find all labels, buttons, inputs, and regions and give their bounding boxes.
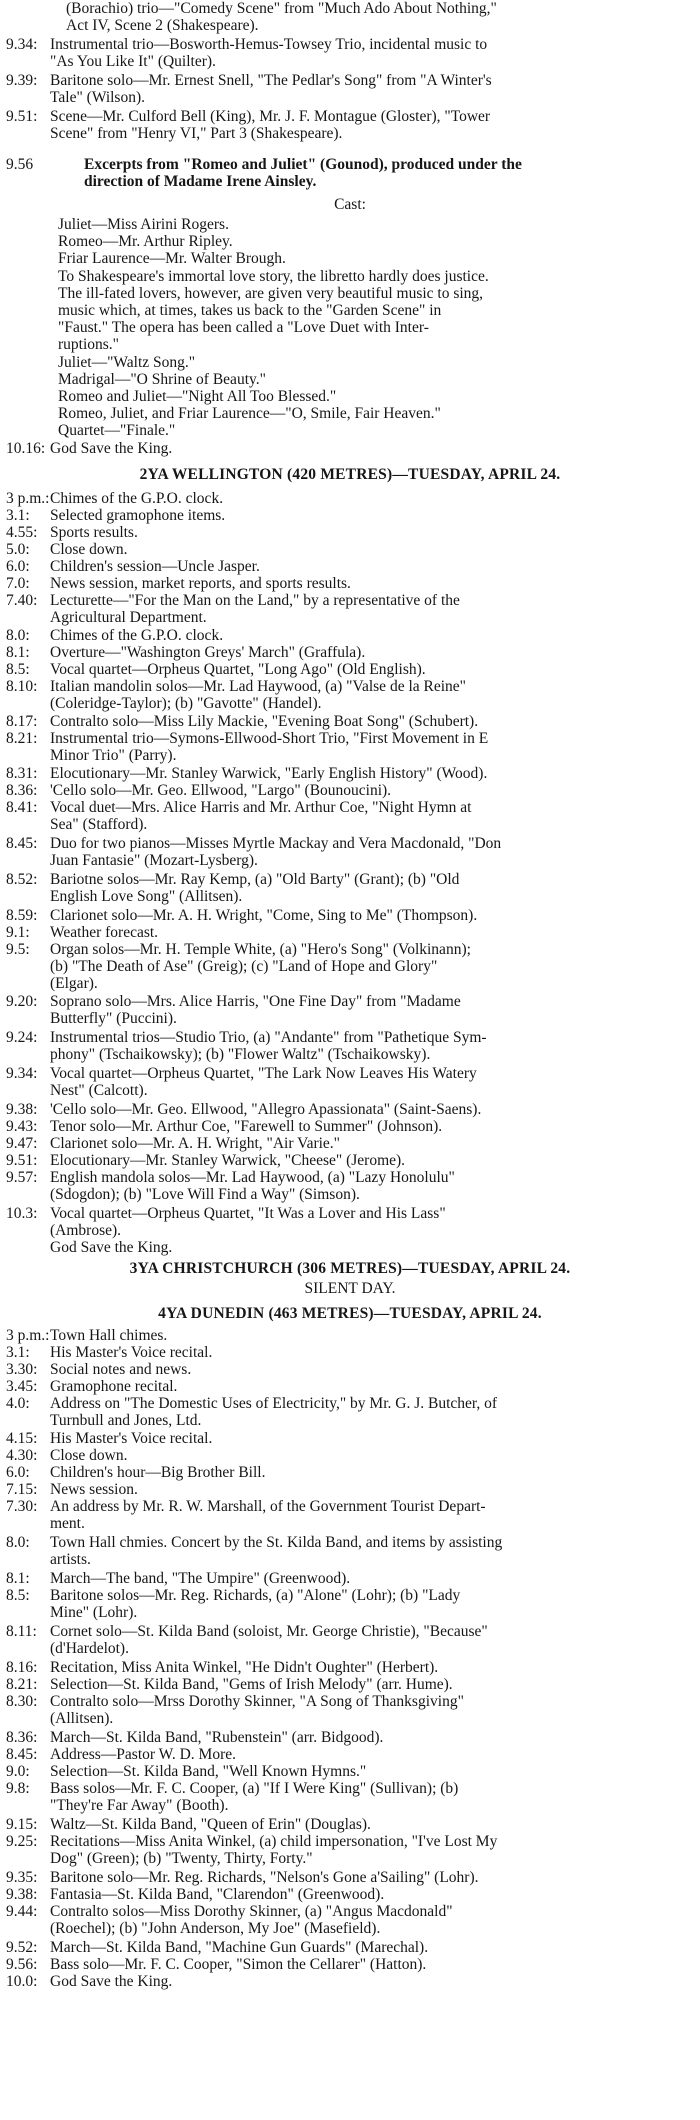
programme-entry — [6, 871, 692, 905]
programme-entry — [6, 490, 692, 507]
programme-entry — [6, 799, 692, 833]
programme-entry — [6, 1498, 692, 1532]
station-heading-wellington: 2YA WELLINGTON (420 METRES)—TUESDAY, APRIL 24. — [139, 466, 561, 483]
entry-text: Selection—St. Kilda Band, "Well Known Hymns." — [50, 1763, 367, 1780]
entry-time: 10.16: — [6, 440, 46, 457]
entry-text: Weather forecast. — [50, 924, 159, 941]
entry-text: Contralto solo—Miss Lily Mackie, "Evening Boat Song" (Schubert). — [50, 713, 479, 730]
entry-text: Address—Pastor W. D. More. — [50, 1746, 236, 1763]
programme-entry — [6, 782, 692, 799]
entry-time: 7.30: — [6, 1498, 38, 1515]
programme-entry — [6, 1029, 692, 1063]
entry-text: Fantasia—St. Kilda Band, "Clarendon" (Greenwood). — [50, 1886, 385, 1903]
entry-text: Italian mandolin solos—Mr. Lad Haywood, (a) "Valse de la Reine" (Coleridge-Taylor); (b) "Gavotte" (Handel). — [50, 678, 466, 712]
programme-entry — [6, 1886, 692, 1903]
entry-text: Bass solos—Mr. F. C. Cooper, (a) "If I Were King" (Sullivan); (b) "They're Far Away" (Booth). — [50, 1780, 459, 1814]
entry-time: 9.35: — [6, 1869, 38, 1886]
entry-text: Bariotne solos—Mr. Ray Kemp, (a) "Old Barty" (Grant); (b) "Old English Love Song" (Allitsen). — [50, 871, 460, 905]
entry-time: 9.34: — [6, 1065, 38, 1082]
opera-numbers — [58, 354, 692, 439]
entry-text: 'Cello solo—Mr. Geo. Ellwood, "Largo" (Bounoucini). — [50, 782, 392, 799]
programme-entry — [6, 1676, 692, 1693]
entry-text: Vocal quartet—Orpheus Quartet, "The Lark Now Leaves His Watery Nest" (Calcott). — [50, 1065, 477, 1099]
entry-time: 9.38: — [6, 1101, 38, 1118]
entry-time: 4.15: — [6, 1430, 38, 1447]
programme-entry — [6, 72, 692, 106]
programme-entry — [6, 592, 692, 626]
entry-text: Baritone solo—Mr. Reg. Richards, "Nelson's Gone a'Sailing" (Lohr). — [50, 1869, 479, 1886]
programme-entry — [6, 1763, 692, 1780]
entry-time: 4.0: — [6, 1395, 30, 1412]
programme-entry — [6, 1903, 692, 1937]
entry-time: 5.0: — [6, 541, 30, 558]
entry-time: 8.11: — [6, 1623, 37, 1640]
programme-entry — [6, 1869, 692, 1886]
entry-time: 8.10: — [6, 678, 38, 695]
entry-text: Vocal duet—Mrs. Alice Harris and Mr. Arthur Coe, "Night Hymn at Sea" (Stafford). — [50, 799, 472, 833]
entry-text: Organ solos—Mr. H. Temple White, (a) "Hero's Song" (Volkinann); (b) "The Death of Ase" (Greig); (c) "Land of Hope and Glory" (Elgar). — [50, 941, 471, 992]
programme-entry — [6, 678, 692, 712]
entry-text: Chimes of the G.P.O. clock. — [50, 490, 224, 507]
entry-time: 8.21: — [6, 730, 38, 747]
entry-text: Soprano solo—Mrs. Alice Harris, "One Fine Day" from "Madame Butterfly" (Puccini). — [50, 993, 461, 1027]
opera-note — [58, 268, 692, 353]
entry-time: 8.21: — [6, 1676, 38, 1693]
programme-entry — [6, 1205, 692, 1256]
entry-text: God Save the King. — [50, 440, 173, 457]
entry-text: (Borachio) trio—"Comedy Scene" from "Much Ado About Nothing," Act IV, Scene 2 (Shakespeare). — [66, 0, 497, 34]
entry-time: 9.56: — [6, 1956, 38, 1973]
entry-text: Address on "The Domestic Uses of Electricity," by Mr. G. J. Butcher, of Turnbull and Jones, Ltd. — [50, 1395, 498, 1429]
entry-time: 8.45: — [6, 835, 38, 852]
entry-time: 9.51: — [6, 1152, 38, 1169]
entry-time: 8.45: — [6, 1746, 38, 1763]
entry-text: March—St. Kilda Band, "Machine Gun Guards" (Marechal). — [50, 1939, 429, 1956]
romeo-juliet-heading — [6, 156, 692, 190]
entry-time: 8.36: — [6, 782, 38, 799]
programme-entry — [6, 1447, 692, 1464]
programme-entry — [6, 36, 692, 70]
programme-entry — [6, 1973, 692, 1990]
entry-text: Recitations—Miss Anita Winkel, (a) child impersonation, "I've Lost My Dog" (Green); (b) "Twenty, Thirty, Forty." — [50, 1833, 498, 1867]
programme-entry — [6, 1623, 692, 1657]
entry-text: Contralto solo—Mrss Dorothy Skinner, "A Song of Thanksgiving" (Allitsen). — [50, 1693, 464, 1727]
entry-time: 3 p.m.: — [6, 1327, 50, 1344]
programme-entry — [6, 1152, 692, 1169]
entry-time: 9.38: — [6, 1886, 38, 1903]
programme-entry — [6, 1956, 692, 1973]
entry-time: 9.39: — [6, 72, 38, 89]
programme-entry — [6, 1169, 692, 1203]
entry-text: Contralto solos—Miss Dorothy Skinner, (a) "Angus Macdonald" (Roechel); (b) "John Anderson, My Joe" (Masefield). — [50, 1903, 453, 1937]
entry-text: English mandola solos—Mr. Lad Haywood, (a) "Lazy Honolulu" (Sdogdon); (b) "Love Will Find a Way" (Simson). — [50, 1169, 455, 1203]
programme-entry — [6, 440, 692, 457]
entry-time: 8.41: — [6, 799, 38, 816]
entry-time: 9.25: — [6, 1833, 38, 1850]
entry-time: 8.59: — [6, 907, 38, 924]
entry-time: 9.43: — [6, 1118, 38, 1135]
entry-time: 9.5: — [6, 941, 30, 958]
entry-text: Instrumental trio—Symons-Ellwood-Short Trio, "First Movement in E Minor Trio" (Parry). — [50, 730, 489, 764]
entry-text: Town Hall chmies. Concert by the St. Kilda Band, and items by assisting artists. — [50, 1534, 503, 1568]
programme-entry — [6, 1101, 692, 1118]
programme-entry — [6, 1327, 692, 1344]
entry-time: 4.30: — [6, 1447, 38, 1464]
programme-entry — [6, 644, 692, 661]
entry-time: 9.56 — [6, 156, 34, 173]
entry-time: 8.5: — [6, 1587, 30, 1604]
programme-entry — [6, 1534, 692, 1568]
entry-text: March—St. Kilda Band, "Rubenstein" (arr. Bidgood). — [50, 1729, 384, 1746]
programme-entry — [6, 907, 692, 924]
entry-text: Clarionet solo—Mr. A. H. Wright, "Come, Sing to Me" (Thompson). — [50, 907, 478, 924]
entry-time: 8.0: — [6, 1534, 30, 1551]
entry-text: Elocutionary—Mr. Stanley Warwick, "Early English History" (Wood). — [50, 765, 488, 782]
programme-entry — [6, 1344, 692, 1361]
programme-entry — [6, 1395, 692, 1429]
entry-time: 8.16: — [6, 1659, 38, 1676]
entry-time: 9.15: — [6, 1816, 38, 1833]
programme-entry — [6, 765, 692, 782]
programme-entry — [6, 1939, 692, 1956]
entry-time: 8.5: — [6, 661, 30, 678]
entry-time: 9.8: — [6, 1780, 30, 1797]
programme-entry — [6, 993, 692, 1027]
entry-text: Vocal quartet—Orpheus Quartet, "Long Ago" (Old English). — [50, 661, 426, 678]
entry-text: Gramophone recital. — [50, 1378, 178, 1395]
opera-note-text: To Shakespeare's immortal love story, the libretto hardly does justice. The ill-fated lovers, however, are given very beautiful music to sing, music which, at times, takes us back to the "Garden Scene" in "Faust." The opera has been called a "Love Duet with Inter- ruptions." — [58, 268, 489, 353]
entry-time: 7.15: — [6, 1481, 38, 1498]
entry-time: 9.0: — [6, 1763, 30, 1780]
entry-time: 3.30: — [6, 1361, 38, 1378]
entry-time: 8.1: — [6, 644, 30, 661]
programme-entry — [6, 1135, 692, 1152]
programme-entry — [6, 1378, 692, 1395]
entry-time: 6.0: — [6, 558, 30, 575]
entry-text: Duo for two pianos—Misses Myrtle Mackay and Vera Macdonald, "Don Juan Fantasie" (Mozart-Lysberg). — [50, 835, 502, 869]
programme-entry — [6, 558, 692, 575]
programme-entry — [6, 1587, 692, 1621]
entry-text: Children's session—Uncle Jasper. — [50, 558, 260, 575]
entry-text: News session, market reports, and sports results. — [50, 575, 351, 592]
entry-time: 8.30: — [6, 1693, 38, 1710]
entry-text: God Save the King. — [50, 1973, 173, 1990]
entry-time: 3 p.m.: — [6, 490, 50, 507]
cast-list — [58, 216, 692, 267]
entry-time: 9.34: — [6, 36, 38, 53]
entry-text: Selection—St. Kilda Band, "Gems of Irish Melody" (arr. Hume). — [50, 1676, 453, 1693]
entry-text: Tenor solo—Mr. Arthur Coe, "Farewell to Summer" (Johnson). — [50, 1118, 443, 1135]
entry-text: An address by Mr. R. W. Marshall, of the Government Tourist Depart- ment. — [50, 1498, 486, 1532]
programme-entry — [6, 1693, 692, 1727]
entry-time: 3.45: — [6, 1378, 38, 1395]
programme-entry — [6, 1780, 692, 1814]
programme-entry — [6, 941, 692, 992]
entry-text: Bass solo—Mr. F. C. Cooper, "Simon the Cellarer" (Hatton). — [50, 1956, 427, 1973]
entry-text: Instrumental trio—Bosworth-Hemus-Towsey Trio, incidental music to "As You Like It" (Quilter). — [50, 36, 488, 70]
programme-entry — [6, 1570, 692, 1587]
entry-time: 8.17: — [6, 713, 38, 730]
entry-text: Waltz—St. Kilda Band, "Queen of Erin" (Douglas). — [50, 1816, 371, 1833]
entry-time: 8.1: — [6, 1570, 30, 1587]
entry-time: 8.52: — [6, 871, 38, 888]
entry-text: Cornet solo—St. Kilda Band (soloist, Mr. George Christie), "Because" (d'Hardelot). — [50, 1623, 488, 1657]
programme-entry — [6, 1065, 692, 1099]
entry-time: 8.31: — [6, 765, 38, 782]
entry-text: Scene—Mr. Culford Bell (King), Mr. J. F. Montague (Gloster), "Tower Scene" from "Henry VI," Part 3 (Shakespeare). — [50, 108, 491, 142]
cast-label: Cast: — [334, 196, 366, 213]
programme-entry — [6, 627, 692, 644]
entry-time: 6.0: — [6, 1464, 30, 1481]
entry-text: Chimes of the G.P.O. clock. — [50, 627, 224, 644]
entry-text: His Master's Voice recital. — [50, 1344, 213, 1361]
programme-entry — [6, 1361, 692, 1378]
entry-text: Overture—"Washington Greys' March" (Graffula). — [50, 644, 366, 661]
programme-entry — [6, 1746, 692, 1763]
cast-members: Juliet—Miss Airini Rogers. Romeo—Mr. Arthur Ripley. Friar Laurence—Mr. Walter Brough. — [58, 216, 286, 267]
programme-entry — [6, 1816, 692, 1833]
programme-entry — [6, 1833, 692, 1867]
entry-text: News session. — [50, 1481, 138, 1498]
entry-time: 9.24: — [6, 1029, 38, 1046]
programme-entry — [6, 730, 692, 764]
entry-text: Instrumental trios—Studio Trio, (a) "Andante" from "Pathetique Sym- phony" (Tschaikowsky); (b) "Flower Waltz" (Tschaikowsky). — [50, 1029, 487, 1063]
programme-entry — [6, 713, 692, 730]
entry-text: Baritone solos—Mr. Reg. Richards, (a) "Alone" (Lohr); (b) "Lady Mine" (Lohr). — [50, 1587, 461, 1621]
entry-time: 10.0: — [6, 1973, 38, 1990]
station-heading-christchurch: 3YA CHRISTCHURCH (306 METRES)—TUESDAY, APRIL 24. — [129, 1260, 571, 1277]
entry-time: 9.47: — [6, 1135, 38, 1152]
programme-entry — [6, 1729, 692, 1746]
entry-time: 10.3: — [6, 1205, 38, 1222]
programme-entry — [6, 1118, 692, 1135]
programme-entry — [6, 1464, 692, 1481]
programme-entry — [6, 575, 692, 592]
entry-time: 9.44: — [6, 1903, 38, 1920]
programme-entry — [6, 1481, 692, 1498]
entry-time: 3.1: — [6, 507, 30, 524]
entry-time: 3.1: — [6, 1344, 30, 1361]
programme-entry — [6, 661, 692, 678]
programme-entry — [6, 524, 692, 541]
entry-time: 8.36: — [6, 1729, 38, 1746]
silent-day-notice: SILENT DAY. — [304, 1280, 396, 1297]
entry-text: His Master's Voice recital. — [50, 1430, 213, 1447]
station-heading-dunedin: 4YA DUNEDIN (463 METRES)—TUESDAY, APRIL 24. — [158, 1305, 542, 1322]
entry-time: 9.20: — [6, 993, 38, 1010]
entry-text: Baritone solo—Mr. Ernest Snell, "The Pedlar's Song" from "A Winter's Tale" (Wilson). — [50, 72, 492, 106]
programme-entry — [6, 108, 692, 142]
entry-text: Recitation, Miss Anita Winkel, "He Didn't Oughter" (Herbert). — [50, 1659, 439, 1676]
entry-time: 8.0: — [6, 627, 30, 644]
entry-text: March—The band, "The Umpire" (Greenwood). — [50, 1570, 351, 1587]
entry-text: Town Hall chimes. — [50, 1327, 168, 1344]
entry-text: Lecturette—"For the Man on the Land," by a representative of the Agricultural Department. — [50, 592, 460, 626]
entry-time: 7.0: — [6, 575, 30, 592]
programme-entry — [6, 924, 692, 941]
entry-text: Elocutionary—Mr. Stanley Warwick, "Cheese" (Jerome). — [50, 1152, 406, 1169]
programme-entry — [6, 0, 692, 34]
opera-numbers-text: Juliet—"Waltz Song." Madrigal—"O Shrine of Beauty." Romeo and Juliet—"Night All Too Blessed." Romeo, Juliet, and Friar Laurence—"O, Smile, Fair Heaven." Quartet—"Finale." — [58, 354, 441, 439]
entry-text: Clarionet solo—Mr. A. H. Wright, "Air Varie." — [50, 1135, 341, 1152]
entry-time: 9.57: — [6, 1169, 38, 1186]
entry-text: Close down. — [50, 1447, 128, 1464]
entry-time: 9.1: — [6, 924, 30, 941]
programme-entry — [6, 507, 692, 524]
entry-text: Social notes and news. — [50, 1361, 192, 1378]
entry-text: Sports results. — [50, 524, 138, 541]
entry-text: Vocal quartet—Orpheus Quartet, "It Was a Lover and His Lass" (Ambrose). God Save the King. — [50, 1205, 446, 1256]
programme-entry — [6, 541, 692, 558]
entry-time: 7.40: — [6, 592, 38, 609]
programme-entry — [6, 1430, 692, 1447]
entry-time: 4.55: — [6, 524, 38, 541]
programme-entry — [6, 835, 692, 869]
entry-time: 9.51: — [6, 108, 38, 125]
programme-entry — [6, 1659, 692, 1676]
entry-text: Selected gramophone items. — [50, 507, 226, 524]
entry-time: 9.52: — [6, 1939, 38, 1956]
entry-text: Children's hour—Big Brother Bill. — [50, 1464, 266, 1481]
entry-text: 'Cello solo—Mr. Geo. Ellwood, "Allegro Apassionata" (Saint-Saens). — [50, 1101, 482, 1118]
entry-text: Excerpts from "Romeo and Juliet" (Gounod), produced under the direction of Madame Irene Ainsley. — [84, 156, 522, 190]
entry-text: Close down. — [50, 541, 128, 558]
